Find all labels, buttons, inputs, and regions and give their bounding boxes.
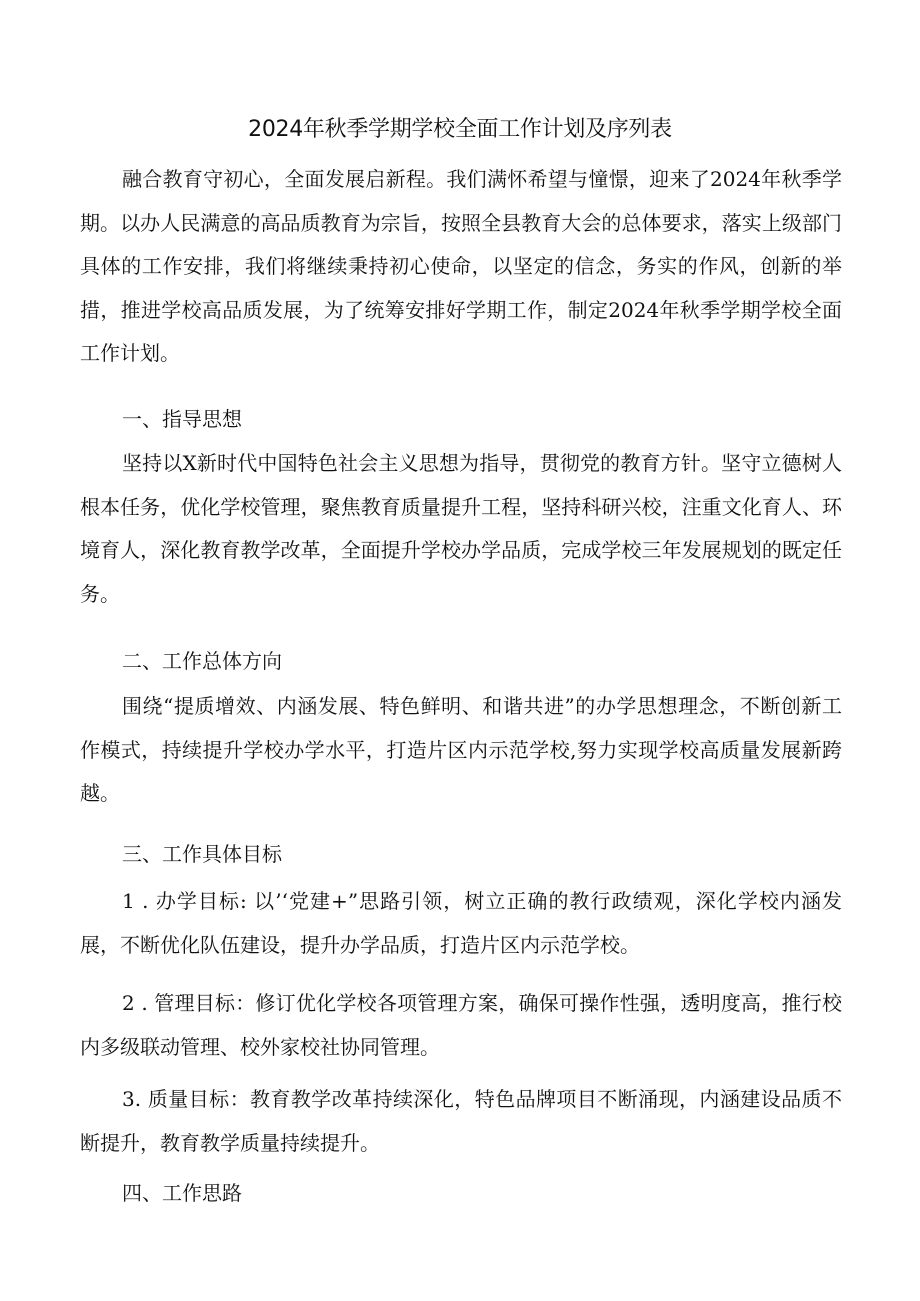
- document-title: 2024年秋季学期学校全面工作计划及序列表: [248, 117, 672, 142]
- intro-paragraph: 融合教育守初心，全面发展启新程。我们满怀希望与憧憬，迎来了2024年秋季学期。以办人民满意的高品质教育为宗旨，按照全县教育大会的总体要求，落实上级部门具体的工作安排，我们将继续秉持初心使命，以坚定的信念，务实的作风，创新的举措，推进学校高品质发展，为了统筹安排好学期工作，制定2024年秋季学期学校全面工作计划。: [80, 167, 842, 365]
- goal-item-quality: 3. 质量目标：教育教学改革持续深化，特色品牌项目不断涌现，内涵建设品质不断提升，教育教学质量持续提升。: [80, 1087, 842, 1155]
- goal-item-school-running: 1 . 办学目标: 以’‘党建+”思路引领，树立正确的教行政绩观，深化学校内涵发展，不断优化队伍建设，提升办学品质，打造片区内示范学校。: [80, 889, 842, 957]
- section-heading-guiding-ideology: 一、指导思想: [122, 407, 242, 431]
- section-body-overall-direction: 围绕“提质增效、内涵发展、特色鲜明、和谐共进”的办学思想理念，不断创新工作模式，持续提升学校办学水平，打造片区内示范学校,努力实现学校高质量发展新跨越。: [80, 694, 842, 805]
- goal-item-management: 2 . 管理目标：修订优化学校各项管理方案，确保可操作性强，透明度高，推行校内多级联动管理、校外家校社协同管理。: [80, 991, 842, 1059]
- section-heading-overall-direction: 二、工作总体方向: [122, 649, 282, 673]
- section-body-guiding-ideology: 坚持以X新时代中国特色社会主义思想为指导，贯彻党的教育方针。坚守立德树人根本任务，优化学校管理，聚焦教育质量提升工程，坚持科研兴校，注重文化育人、环境育人，深化教育教学改革，全面提升学校办学品质，完成学校三年发展规划的既定任务。: [80, 451, 842, 606]
- section-heading-specific-goals: 三、工作具体目标: [122, 842, 282, 866]
- section-heading-work-approach: 四、工作思路: [122, 1181, 242, 1205]
